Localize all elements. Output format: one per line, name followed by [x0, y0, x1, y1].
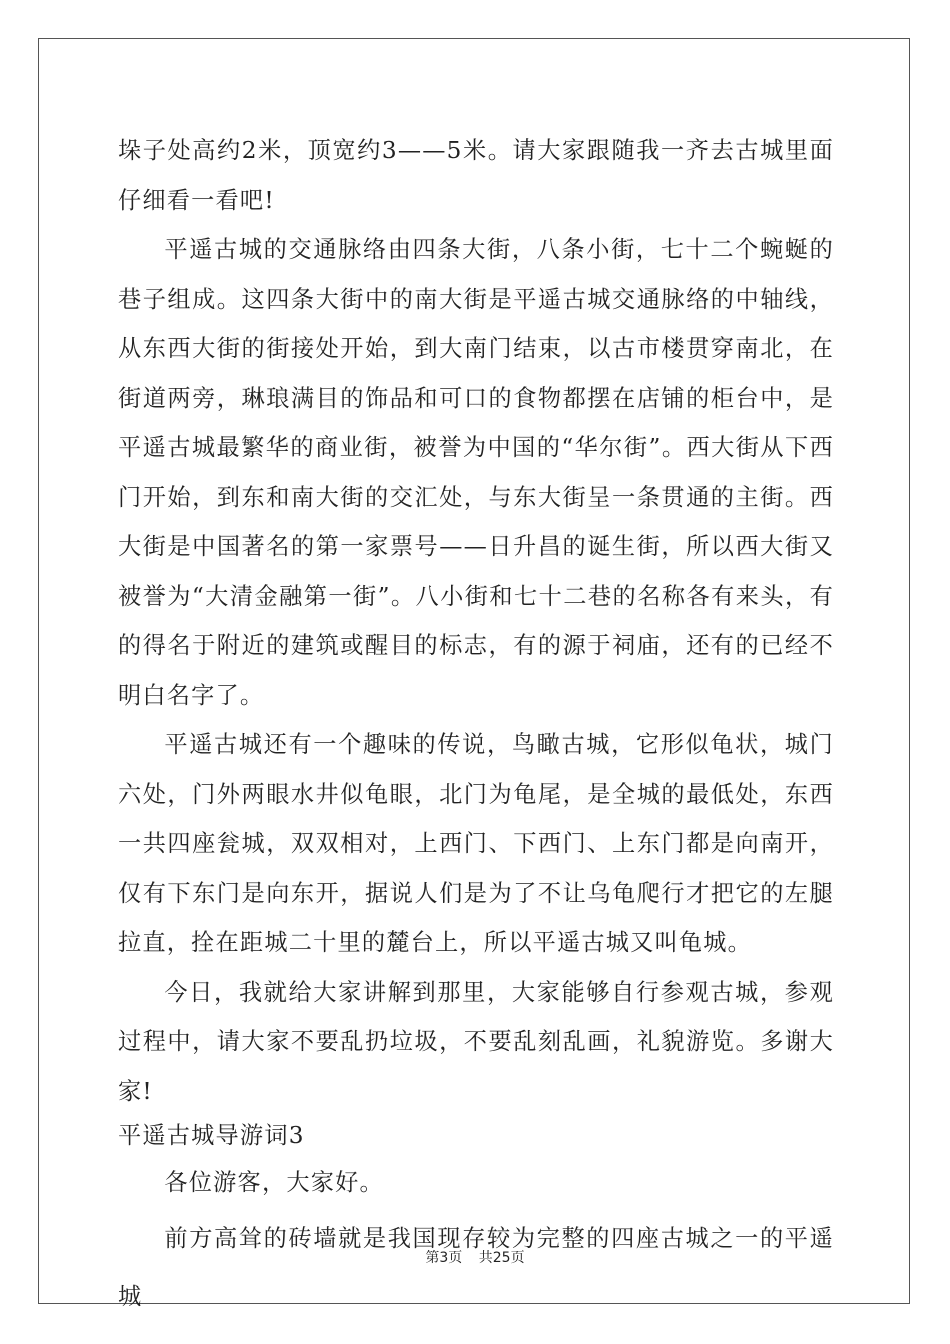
paragraph-5: 前方高耸的砖墙就是我国现存较为完整的四座古城之一的平遥城	[118, 1225, 834, 1310]
page-total: 共25页	[478, 1250, 525, 1266]
page-number: 第3页	[425, 1250, 463, 1266]
paragraph-1: 垛子处高约2米，顶宽约3——5米。请大家跟随我一齐去古城里面仔细看一看吧!	[118, 137, 834, 214]
greeting: 各位游客，大家好。	[164, 1169, 384, 1196]
paragraph-4: 今日，我就给大家讲解到那里，大家能够自行参观古城，参观过程中，请大家不要乱扔垃圾，不要乱刻乱画，礼貌游览。多谢大家!	[118, 978, 834, 1105]
paragraph-3: 平遥古城还有一个趣味的传说，鸟瞰古城，它形似龟状，城门六处，门外两眼水井似龟眼，北门为龟尾，是全城的最低处，东西一共四座瓮城，双双相对，上西门、下西门、上东门都是向南开，仅有下东门是向东开，据说人们是为了不让乌龟爬行才把它的左腿拉直，拴在距城二十里的麓台上，所以平遥古城又叫龟城。	[118, 731, 834, 956]
paragraph-2: 平遥古城的交通脉络由四条大街，八条小街，七十二个蜿蜒的巷子组成。这四条大街中的南大街是平遥古城交通脉络的中轴线，从东西大街的街接处开始，到大南门结束，以古市楼贯穿南北，在街道两旁，琳琅满目的饰品和可口的食物都摆在店铺的柜台中，是平遥古城最繁华的商业街，被誉为中国的“华尔街”。西大街从下西门开始，到东和南大街的交汇处，与东大街呈一条贯通的主街。西大街是中国著名的第一家票号——日升昌的诞生街，所以西大街又被誉为“大清金融第一街”。八小街和七十二巷的名称各有来头，有的得名于附近的建筑或醒目的标志，有的源于祠庙，还有的已经不明白名字了。	[118, 236, 834, 709]
document-body	[118, 126, 834, 1326]
page-footer	[0, 1247, 950, 1267]
section-heading: 平遥古城导游词3	[118, 1122, 305, 1149]
